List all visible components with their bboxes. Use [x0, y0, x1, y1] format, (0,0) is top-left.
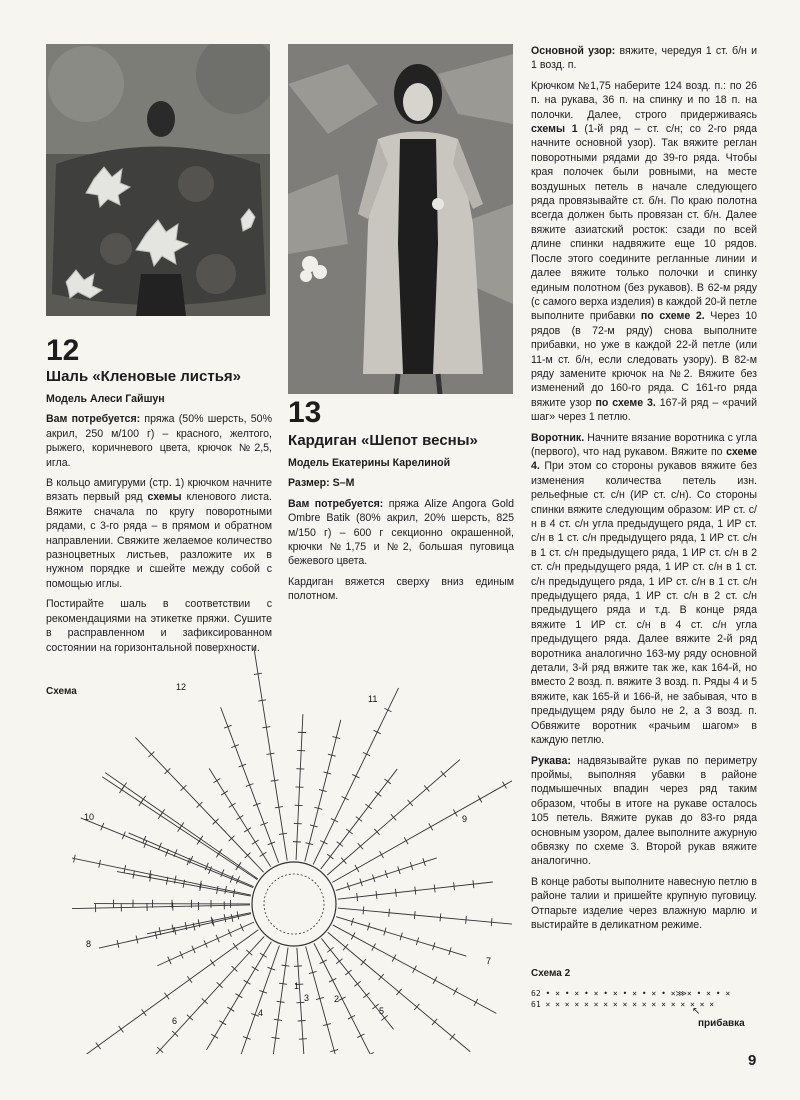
stitch-mark [252, 840, 259, 844]
stitch-mark [254, 673, 262, 674]
cardigan-paragraph-1: Кардиган вяжется сверху вниз единым полотном. [288, 575, 514, 603]
stitch-mark [236, 994, 243, 998]
stitch-mark [277, 1001, 285, 1002]
diagram-num-6: 6 [172, 1016, 178, 1026]
stitch-mark [320, 960, 327, 964]
stitch-mark [274, 1019, 282, 1020]
stitch-mark [363, 993, 369, 998]
stitch-mark [229, 803, 236, 807]
diagram-num-7: 7 [486, 956, 492, 966]
shawl-materials: Вам потребуется: пряжа (50% шерсть, 50% акрил, 250 м/100 г) – красного, желтого, рыжего, коричневого цвета, крючок №2,5, игла. [46, 413, 272, 469]
stitch-mark [346, 829, 352, 834]
diagram-num-4: 4 [258, 1008, 264, 1018]
stitch-mark [454, 988, 458, 995]
stitch-mark [374, 730, 381, 733]
increase-arrow-icon: ↖ [692, 1006, 701, 1017]
stitch-line [75, 930, 258, 1054]
stitch-mark [272, 1037, 280, 1038]
collar-instructions: Воротник. Начните вязание воротника с угла (первого), что над рукавом. Вяжите по схеме 4. При этом со стороны рукавов вяжите без изменения количества петель изн. рельефные ст. с/н (ИР ст. с/н). Со стороны спинки вяжите следующим образом: ИР ст. с/н в 4 ст. с/н угла предыдущего ряда, 1 ИР ст. с/н в 1 ст. с/н предыдущего ряда, 1 ИР ст. с/н в 1 ст. с/н предыдущего ряда, 1 ИР ст. с/н в 2 ст. с/н предыдущего ряда, 1 ИР ст. с/н в 1 ст. с/н предыдущего ряда, 1 ИР ст. с/н в 1 ст. с/н предыдущего ряда, 1 ИР ст. с/н в 2 ст. с/н предыдущего ряда и т.д. В конце ряда вяжите 1 ИР ст. с/н в 4 ст. с/н угла предыдущего ряда. Далее вяжите 2-й ряд воротника аналогично 163-му ряду основной детали, 3-й ряд вяжите так же, как 164-й, но вместо 2 возд. п. вяжите 3 возд. п. Ряды 4 и 5 вяжите, как 165-й и 166-й, не забывая, что в предыдущем ряду было не 2, а 3 возд. п. Обвяжите воротник «рачьим шагом» в каждую петлю. [531, 431, 757, 747]
stitch-mark [227, 1007, 234, 1011]
stitch-mark [429, 823, 433, 830]
sleeve-instructions: Рукава: надвязывайте рукав по периметру проймы, выполняя убавки в районе подмышечных впадин через ряд таким образом, чтобы в итоге на рукаве осталось 105 петель. Вяжите рукав до 83-го ряда основным узором, далее выполните ажурную обвязку по схеме 3. Второй рукав вяжите аналогично. [531, 754, 757, 868]
shawl-title: Шаль «Кленовые листья» [46, 368, 242, 385]
stitch-mark [363, 752, 370, 755]
stitch-mark [381, 1015, 387, 1020]
stitch-mark [337, 842, 343, 847]
cardigan-size: Размер: S–M [288, 477, 355, 490]
stitch-mark [262, 727, 270, 728]
scheme-2-diagram [531, 988, 761, 1010]
stitch-mark [414, 911, 415, 919]
stitch-mark [168, 957, 171, 964]
item-number-13: 13 [288, 396, 322, 429]
stitch-mark [503, 782, 507, 789]
stitch-mark [298, 1020, 306, 1021]
stitch-mark [237, 815, 244, 819]
stitch-mark [357, 893, 358, 901]
diagram-num-1: 1 [294, 981, 300, 991]
stitch-mark [440, 913, 441, 921]
shawl-paragraph-1: В кольцо амигуруми (стр. 1) крючком начните вязать первый ряд схемы кленового листа. Вяжите сначала по кругу поворотными рядами, с 3-го ряда – в прямом и обратном направлении. Свяжите желаемое количество разноцветных листьев, разложите их в нужном порядке и сшейте между собой с помощью иглы. [46, 477, 272, 590]
main-instructions: Крючком №1,75 наберите 124 возд. п.: по 26 п. на рукава, 36 п. на спинку и по 18 п. на полочки. Далее, строго придерживаясь схемы 1 (1-й ряд – ст. с/н; со 2-го ряда начните основной узор). Так вяжите реглан поворотными рядами до 39-го ряда. Чтобы края полочек были ровными, на месте воздушных петель в начале следующего ряда провязывайте ст. б/н. По краю полотна всегда должен быть провязан ст. б/н. Далее вяжите азиатский росток: сзади по всей длине спинки надвяжите еще 10 рядов. После этого соедините регланные линии и далее вяжите только полочки и спинку единым полотном (без рукавов). В 62-м ряду (с самого верха изделия) в каждой 20-й петле выполните прибавки по схеме 2. Через 10 рядов (в 72-м ряду) снова выполните прибавки, но уже в каждой 22-й петле (или 11-м ст. б/н, если следовать узору). В 82-м ряду замените крючок на №2. Вяжите без изменений до 160-го ряда. С 161-го ряда вяжите узор по схеме 3. 167-й ряд – «рачий шаг» через 1 петлю. [531, 79, 758, 424]
diagram-num-3: 3 [304, 993, 310, 1003]
stitch-line [145, 936, 264, 1054]
stitch-mark [384, 708, 391, 711]
stitch-mark [491, 918, 492, 926]
scheme-label: Схема [46, 686, 77, 697]
stitch-mark [478, 796, 482, 803]
stitch-mark [466, 916, 467, 924]
stitch-mark [357, 1034, 364, 1038]
stitch-mark [351, 932, 355, 939]
stitch-mark [372, 1004, 378, 1009]
stitch-mark [396, 989, 401, 995]
stitch-mark [96, 1042, 101, 1048]
stitch-mark [139, 799, 143, 806]
stitch-mark [329, 978, 336, 982]
stitch-mark [336, 959, 342, 964]
stitch-mark [279, 983, 287, 984]
stitch-mark [271, 780, 279, 781]
stitch-mark [434, 884, 435, 892]
diagram-num-11: 11 [368, 694, 378, 704]
diagram-num-8: 8 [86, 939, 92, 949]
stitch-mark [320, 841, 327, 844]
scheme-2-label: Схема 2 [531, 968, 571, 979]
stitch-mark [414, 1004, 419, 1010]
item-number-12: 12 [46, 334, 80, 367]
stitch-mark [213, 779, 220, 783]
stitch-mark [252, 967, 259, 971]
shawl-paragraph-2: Постирайте шаль в соответствии с рекомендациями на этикетке пряжи. Сушите в расправленном и зафиксированном состоянии на горизонтальной поверхности. [46, 598, 272, 654]
final-instructions: В конце работы выполните навесную петлю в районе талии и пришейте крупную пуговицу. Отпарьте изделие через влажную марлю и выстирайте в деликатном режиме. [531, 875, 757, 931]
stitch-mark [331, 819, 338, 822]
stitch-mark [474, 999, 478, 1006]
diagram-num-5: 5 [379, 1006, 385, 1016]
stitch-mark [345, 970, 351, 975]
stitch-mark [216, 935, 219, 942]
stitch-mark [233, 943, 238, 949]
stitch-mark [240, 924, 243, 931]
stitch-mark [356, 817, 362, 822]
scheme-2-row-62: 62 • × • × • × • × • × • × • ×⋙× • × • × [531, 989, 731, 998]
stitch-mark [415, 887, 416, 895]
stitch-mark [244, 828, 251, 832]
stitch-mark [343, 944, 348, 950]
stitch-mark [178, 825, 182, 832]
increase-label: прибавка [698, 1018, 745, 1029]
stitch-line [332, 771, 512, 882]
stitch-mark [294, 966, 302, 967]
stitch-mark [372, 944, 376, 951]
stitch-mark [376, 891, 377, 899]
stitch-mark [385, 779, 391, 784]
stitch-mark [454, 882, 455, 890]
stitch-mark [392, 955, 396, 962]
stitch-mark [327, 947, 333, 952]
stitch-mark [395, 889, 396, 897]
cardigan-model: Модель Екатерины Карелиной [288, 457, 451, 469]
shawl-photo [46, 44, 270, 316]
diagram-num-12: 12 [176, 682, 187, 692]
stitch-mark [119, 1026, 124, 1032]
stitch-mark [197, 838, 201, 845]
stitch-mark [450, 1034, 455, 1040]
diagram-num-2: 2 [334, 994, 340, 1004]
shawl-model: Модель Алеси Гайшун [46, 393, 165, 405]
stitch-line [72, 905, 250, 909]
stitch-mark [219, 1021, 226, 1025]
stitch-mark [119, 786, 123, 793]
stitch-mark [342, 796, 349, 799]
stitch-mark [375, 792, 381, 797]
stitch-mark [275, 807, 283, 808]
shawl-instructions [46, 392, 272, 661]
stitch-mark [432, 1019, 437, 1025]
stitch-mark [187, 976, 192, 982]
stitch-mark [354, 981, 360, 986]
stitch-mark [299, 1039, 307, 1040]
stitch-mark [164, 993, 169, 999]
cardigan-materials: Вам потребуется: пряжа Alize Angora Gold Ombre Batik (80% акрил, 20% шерсть, 825 м/150 г) – 600 г секционно окрашенной, крючки №1,75 и №2, большая пуговица бежевого цвета. [288, 497, 514, 568]
stitch-mark [244, 980, 251, 984]
maple-leaf-crochet-diagram [72, 634, 512, 1054]
stitch-mark [260, 953, 267, 957]
stitch-mark [210, 960, 215, 966]
basic-pattern: Основной узор: вяжите, чередуя 1 ст. б/н и 1 возд. п. [531, 45, 757, 72]
stitch-mark [453, 809, 457, 816]
stitch-line [314, 943, 389, 1054]
stitch-mark [282, 965, 290, 966]
stitch-mark [389, 909, 390, 917]
cardigan-photo [288, 44, 513, 394]
cardigan-title: Кардиган «Шепот весны» [288, 432, 478, 449]
stitch-mark [192, 946, 195, 953]
stitch-mark [352, 774, 359, 777]
stitch-mark [348, 1015, 355, 1019]
stitch-mark [433, 977, 437, 984]
stitch-mark [258, 700, 266, 701]
stitch-mark [363, 906, 364, 914]
cardigan-instructions [531, 44, 757, 938]
stitch-mark [142, 1009, 147, 1015]
stitch-mark [267, 753, 275, 754]
stitch-mark [260, 852, 267, 856]
stitch-mark [279, 833, 287, 834]
stitch-mark [338, 997, 345, 1001]
stitch-mark [379, 974, 384, 980]
stitch-mark [404, 837, 408, 844]
diagram-num-10: 10 [84, 812, 95, 822]
stitch-mark [327, 854, 333, 859]
stitch-mark [211, 1034, 218, 1038]
diagram-num-9: 9 [462, 814, 468, 824]
stitch-mark [180, 951, 183, 958]
stitch-mark [365, 804, 371, 809]
stitch-mark [413, 966, 417, 973]
stitch-line [338, 908, 512, 927]
stitch-mark [221, 791, 228, 795]
stitch-mark [158, 812, 162, 819]
stitch-mark [380, 851, 384, 858]
stitch-mark [204, 940, 207, 947]
stitch-mark [361, 959, 366, 965]
scheme-2-row-61: 61 × × × × × × × × × × × × × × × × × × [531, 1000, 715, 1009]
page-number: 9 [748, 1052, 757, 1069]
cardigan-intro [288, 456, 514, 610]
stitch-mark [473, 880, 474, 888]
stitch-mark [355, 865, 359, 872]
stitch-mark [228, 929, 231, 936]
